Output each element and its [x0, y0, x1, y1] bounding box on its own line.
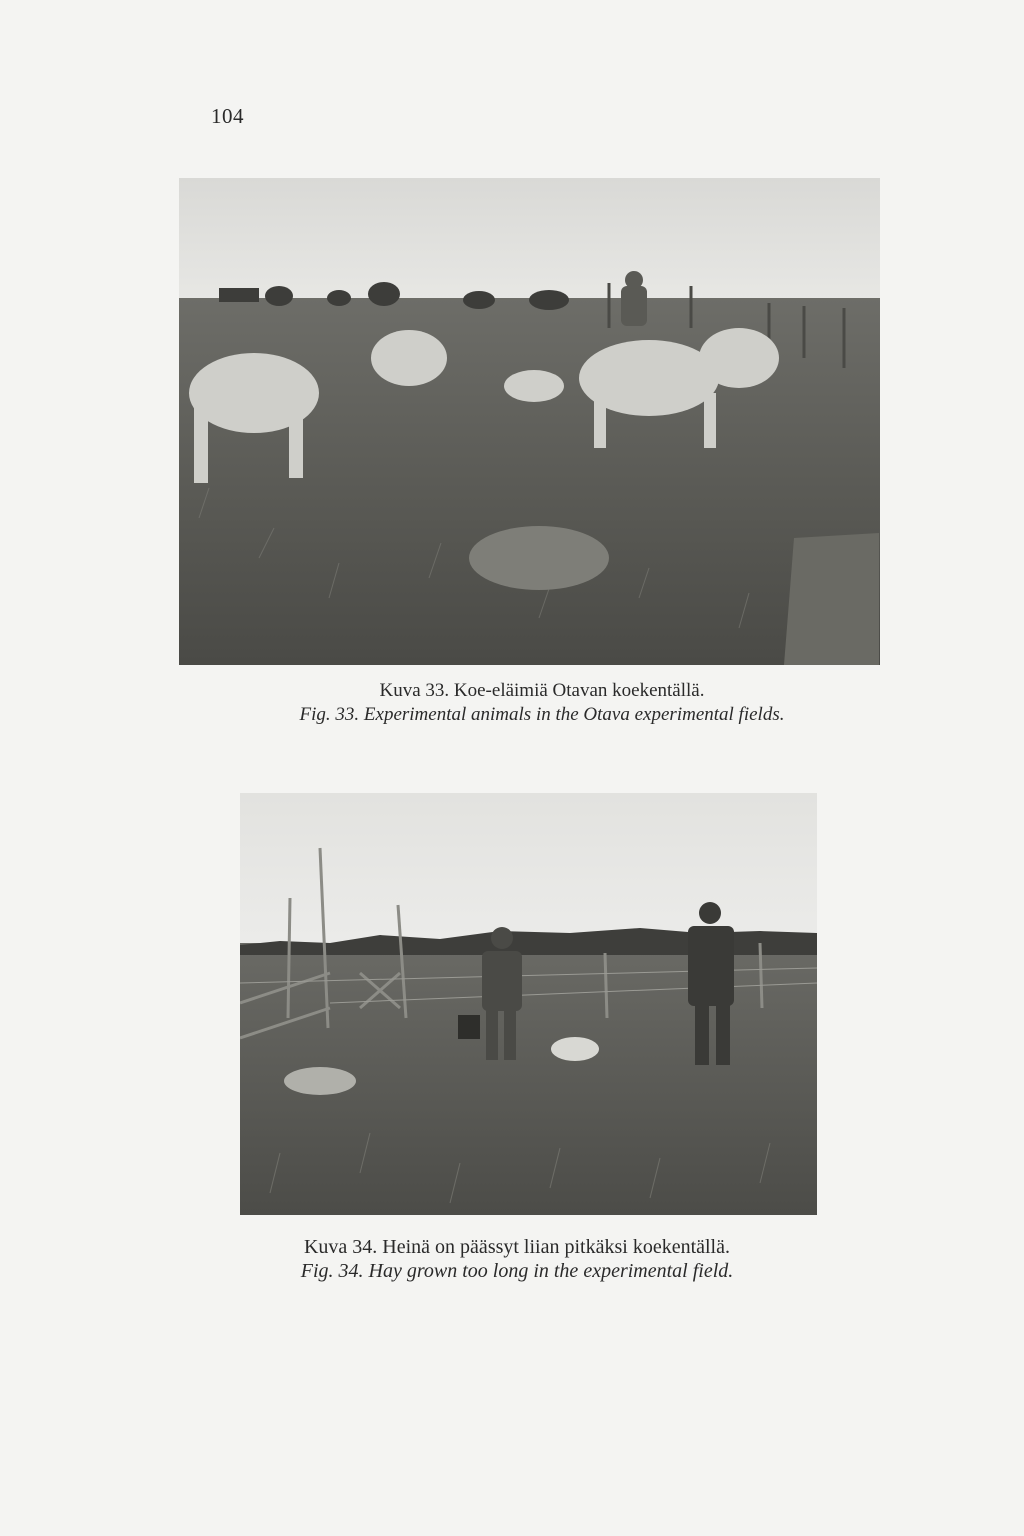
figure-33-photo — [179, 178, 880, 665]
figure-33-caption — [30, 679, 1024, 727]
page-number: 104 — [211, 104, 244, 128]
figure-34-photo — [240, 793, 817, 1215]
figure-34-caption — [5, 1235, 1024, 1283]
figure-34-caption-english: Fig. 34. Hay grown too long in the experimental field. — [300, 1260, 734, 1282]
figure-34-caption-finnish: Kuva 34. Heinä on päässyt liian pitkäksi koekentällä. — [303, 1236, 730, 1258]
figure-33-caption-english: Fig. 33. Experimental animals in the Otava experimental fields. — [299, 704, 785, 725]
figure-33-caption-finnish: Kuva 33. Koe-eläimiä Otavan koekentällä. — [379, 680, 705, 701]
